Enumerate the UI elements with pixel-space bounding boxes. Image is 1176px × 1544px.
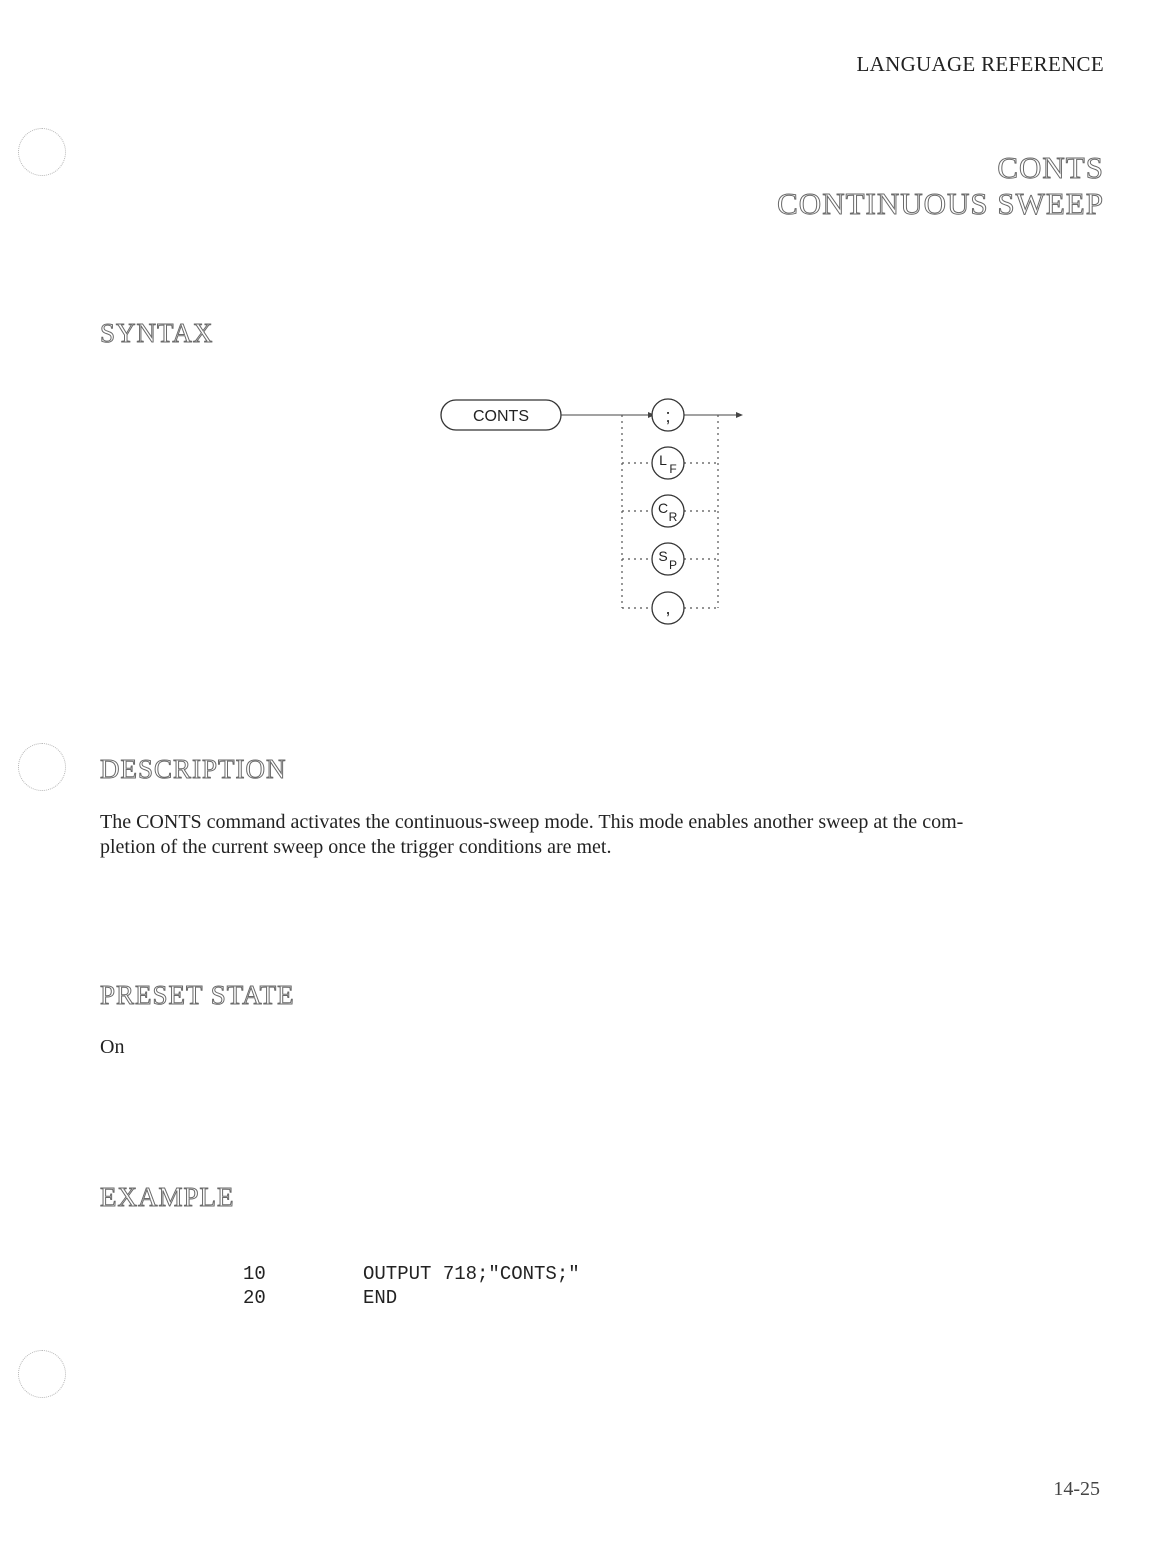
- svg-text:,: ,: [665, 598, 671, 618]
- description-line: The CONTS command activates the continuous-sweep mode. This mode enables another sweep at the com-: [100, 811, 964, 833]
- page-number: 14-25: [1053, 1478, 1100, 1500]
- command-title: CONTS: [997, 150, 1104, 185]
- svg-text:C: C: [657, 500, 669, 516]
- running-head: LANGUAGE REFERENCE: [856, 52, 1104, 76]
- preset-state-value: On: [100, 1036, 125, 1058]
- terminator-comma: [652, 592, 684, 624]
- line-number: 10: [243, 1263, 266, 1285]
- code-line: [243, 1262, 580, 1286]
- binder-hole: [18, 1350, 66, 1398]
- terminator-cr: [652, 495, 684, 527]
- description-text: [100, 810, 1100, 860]
- svg-text:L: L: [659, 452, 667, 468]
- command-full-name: CONTINUOUS SWEEP: [777, 185, 1104, 221]
- syntax-diagram: [430, 390, 760, 635]
- code-text: END: [363, 1287, 398, 1309]
- preset-state-heading: PRESET STATE: [100, 980, 295, 1010]
- binder-hole: [18, 743, 66, 791]
- svg-text:;: ;: [665, 406, 671, 426]
- keyword-label: CONTS: [473, 408, 529, 425]
- line-number: 20: [243, 1287, 266, 1309]
- svg-text:R: R: [668, 510, 678, 524]
- title-block: [777, 150, 1104, 221]
- description-heading: DESCRIPTION: [100, 754, 287, 784]
- description-line: pletion of the current sweep once the trigger conditions are met.: [100, 836, 612, 858]
- syntax-heading: SYNTAX: [100, 318, 214, 348]
- example-code: [243, 1262, 580, 1310]
- binder-hole: [18, 128, 66, 176]
- svg-text:P: P: [668, 558, 678, 572]
- terminator-lf: [652, 447, 684, 479]
- svg-text:F: F: [669, 462, 677, 476]
- terminator-sp: [652, 543, 684, 575]
- svg-text:S: S: [658, 548, 668, 564]
- code-line: [243, 1286, 580, 1310]
- example-heading: EXAMPLE: [100, 1182, 235, 1212]
- code-text: OUTPUT 718;"CONTS;": [363, 1263, 580, 1285]
- terminator-semicolon: [652, 399, 684, 431]
